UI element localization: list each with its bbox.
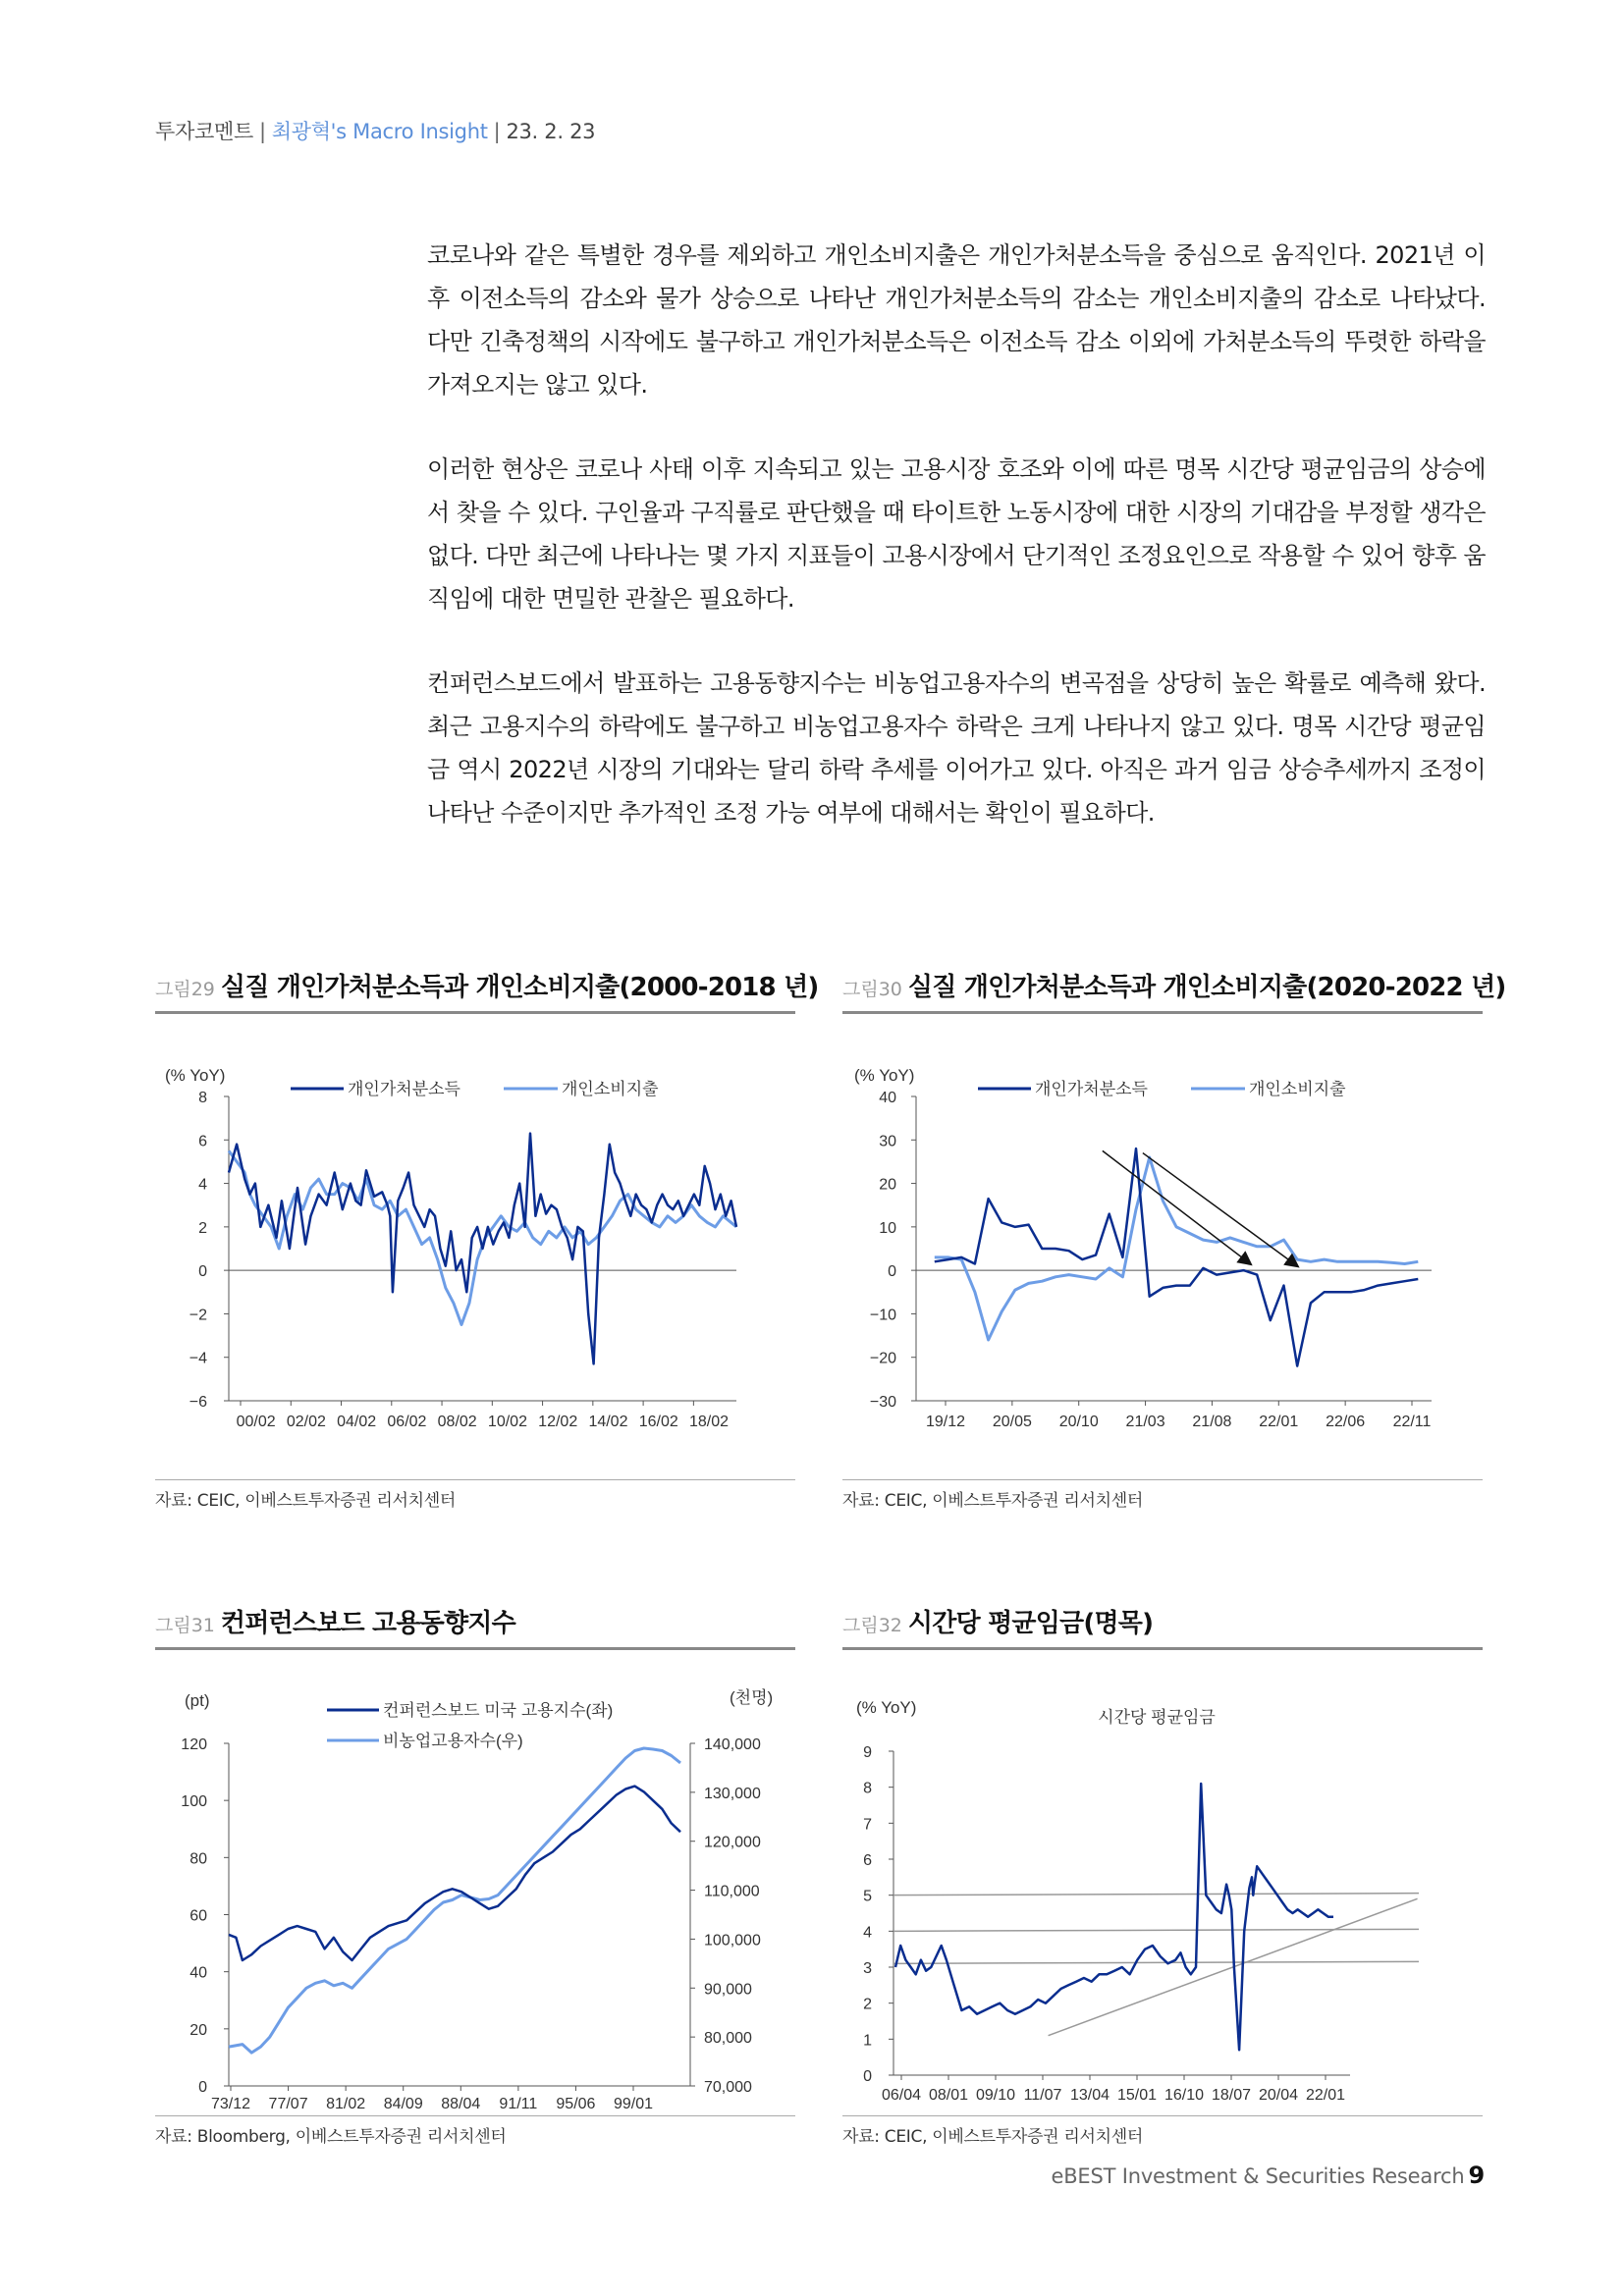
y-tick-label: 2	[863, 1996, 872, 2013]
y-axis-unit: (% YoY)	[854, 1066, 915, 1085]
y-tick-label: 40	[879, 1090, 896, 1106]
figure-title-text: 컨퍼런스보드 고용동향지수	[220, 1609, 515, 1638]
figure-number: 그림31	[155, 1615, 215, 1636]
y-tick-label: 0	[863, 2068, 872, 2085]
x-tick-label: 16/10	[1164, 2087, 1205, 2104]
x-tick-label: 21/08	[1192, 1414, 1232, 1430]
y-axis-unit: (% YoY)	[165, 1066, 226, 1085]
y2-tick-label: 80,000	[704, 2030, 752, 2048]
figure-source: 자료: CEIC, 이베스트투자증권 리서치센터	[155, 1479, 795, 1511]
figure-30	[842, 967, 1506, 1511]
y-tick-label: 40	[189, 1964, 207, 1982]
y-tick-label: −10	[869, 1307, 896, 1324]
series-line-hourly-earnings	[895, 1784, 1333, 2050]
x-tick-label: 22/11	[1392, 1414, 1432, 1430]
x-tick-label: 12/02	[538, 1414, 578, 1430]
x-tick-label: 08/01	[928, 2087, 969, 2104]
header-date: 23. 2. 23	[506, 120, 596, 143]
y-tick-label: 10	[879, 1219, 896, 1237]
x-tick-label: 91/11	[499, 2096, 538, 2111]
reference-line	[893, 1961, 1419, 1963]
x-tick-label: 08/02	[437, 1414, 477, 1430]
x-tick-label: 73/12	[210, 2096, 251, 2111]
y-tick-label: 30	[879, 1133, 896, 1150]
chart-disposable-income-2020-2022	[842, 1014, 1483, 1475]
legend-label: 개인소비지출	[1249, 1080, 1346, 1098]
x-tick-label: 02/02	[286, 1414, 326, 1430]
y-tick-label: 60	[189, 1907, 207, 1925]
figure-32	[842, 1603, 1483, 2147]
x-tick-label: 15/01	[1116, 2087, 1158, 2104]
page-number: 9	[1468, 2162, 1485, 2189]
figure-title-text: 실질 개인가처분소득과 개인소비지출(2000-2018 년)	[220, 973, 819, 1002]
page-header	[155, 116, 595, 145]
paragraph: 코로나와 같은 특별한 경우를 제외하고 개인소비지출은 개인가처분소득을 중심으로 움직인다. 2021년 이후 이전소득의 감소와 물가 상승으로 나타난 개인가처분소득의 감소는 개인소비지출의 감소로 나타났다. 다만 긴축정책의 시작에도 불구하고 개인가처분소득은 이전소득 감소 이외에 가처분소득의 뚜렷한 하락을 가져오지는 않고 있다.	[427, 241, 1486, 399]
x-tick-label: 77/07	[268, 2096, 308, 2111]
series-line-employment-index	[229, 1787, 680, 1960]
y-tick-label: 0	[198, 2079, 207, 2096]
figure-source: 자료: Bloomberg, 이베스트투자증권 리서치센터	[155, 2115, 795, 2147]
x-tick-label: 22/01	[1259, 1414, 1299, 1430]
y-tick-label: 6	[198, 1133, 207, 1150]
y-tick-label: 20	[189, 2021, 207, 2039]
x-tick-label: 99/01	[613, 2096, 654, 2111]
x-tick-label: 81/02	[326, 2096, 366, 2111]
y-tick-label: 8	[198, 1090, 207, 1106]
figure-number: 그림30	[842, 979, 902, 1000]
x-tick-label: 22/01	[1305, 2087, 1346, 2104]
legend-label: 컨퍼런스보드 미국 고용지수(좌)	[383, 1701, 614, 1720]
figure-source: 자료: CEIC, 이베스트투자증권 리서치센터	[842, 2115, 1483, 2147]
x-tick-label: 06/04	[881, 2087, 922, 2104]
y2-tick-label: 110,000	[704, 1883, 760, 1900]
header-section: 투자코멘트	[155, 120, 253, 143]
y-tick-label: −6	[189, 1394, 207, 1411]
y-tick-label: 6	[863, 1852, 872, 1869]
page-footer	[1051, 2162, 1485, 2189]
legend-label: 개인소비지출	[562, 1080, 659, 1098]
y-tick-label: 8	[863, 1780, 872, 1797]
x-tick-label: 00/02	[236, 1414, 276, 1430]
figure-source: 자료: CEIC, 이베스트투자증권 리서치센터	[842, 1479, 1483, 1511]
figure-31	[155, 1603, 795, 2147]
y-tick-label: −4	[189, 1350, 207, 1367]
x-tick-label: 19/12	[925, 1414, 966, 1430]
y2-tick-label: 130,000	[704, 1785, 761, 1802]
x-tick-label: 84/09	[383, 2096, 423, 2111]
y-tick-label: 5	[863, 1888, 872, 1905]
y-tick-label: 7	[863, 1816, 872, 1834]
y-axis-unit: (% YoY)	[856, 1698, 917, 1717]
y-tick-label: 1	[863, 2032, 872, 2050]
y2-tick-label: 90,000	[704, 1981, 752, 1999]
figure-29	[155, 967, 819, 1511]
y-tick-label: 3	[863, 1960, 872, 1977]
chart-disposable-income-2000-2018	[155, 1014, 795, 1475]
y-tick-label: −2	[189, 1307, 207, 1324]
figure-title-text: 시간당 평균임금(명목)	[907, 1609, 1154, 1638]
series-line-disposable-income	[229, 1134, 736, 1364]
x-tick-label: 06/02	[387, 1414, 427, 1430]
paragraph: 컨퍼런스보드에서 발표하는 고용동향지수는 비농업고용자수의 변곡점을 상당히 높은 확률로 예측해 왔다. 최근 고용지수의 하락에도 불구하고 비농업고용자수 하락은 크게 나타나지 않고 있다. 명목 시간당 평균임금 역시 2022년 시장의 기대와는 달리 하락 추세를 이어가고 있다. 아직은 과거 임금 상승추세까지 조정이 나타난 수준이지만 추가적인 조정 가능 여부에 대해서는 확인이 필요하다.	[427, 669, 1486, 827]
x-tick-label: 21/03	[1125, 1414, 1165, 1430]
legend-label: 개인가처분소득	[348, 1080, 460, 1098]
reference-line	[893, 1929, 1419, 1931]
right-axis-unit: (천명)	[730, 1688, 774, 1707]
y2-tick-label: 100,000	[704, 1932, 761, 1949]
y-tick-label: 4	[198, 1176, 207, 1194]
y-tick-label: 100	[181, 1793, 207, 1811]
x-tick-label: 18/07	[1211, 2087, 1252, 2104]
left-axis-unit: (pt)	[185, 1691, 210, 1710]
figure-number: 그림32	[842, 1615, 902, 1636]
y-tick-label: 4	[863, 1924, 872, 1942]
figure-number: 그림29	[155, 979, 215, 1000]
y-tick-label: 20	[879, 1176, 896, 1194]
y-tick-label: 120	[181, 1736, 207, 1753]
x-tick-label: 18/02	[688, 1414, 730, 1430]
figure-title	[842, 1603, 1483, 1650]
x-tick-label: 20/05	[992, 1414, 1032, 1430]
figure-title	[842, 967, 1506, 1014]
series-line-consumption	[935, 1157, 1419, 1340]
header-separator-2: |	[493, 120, 501, 143]
x-tick-label: 04/02	[337, 1414, 377, 1430]
x-tick-label: 22/06	[1326, 1414, 1366, 1430]
chart-hourly-earnings	[842, 1650, 1483, 2111]
y-tick-label: −20	[869, 1350, 896, 1367]
y-tick-label: 0	[888, 1263, 896, 1281]
legend-label: 시간당 평균임금	[1098, 1708, 1216, 1727]
legend-label: 비농업고용자수(우)	[383, 1732, 523, 1750]
series-line-payrolls	[229, 1748, 680, 2053]
chart-conference-board-employment	[155, 1650, 795, 2111]
reference-line	[893, 1894, 1419, 1896]
x-tick-label: 14/02	[588, 1414, 628, 1430]
figure-title	[155, 967, 819, 1014]
y2-tick-label: 120,000	[704, 1834, 761, 1851]
figure-title-text: 실질 개인가처분소득과 개인소비지출(2020-2022 년)	[907, 973, 1506, 1002]
series-line-disposable-income	[935, 1148, 1419, 1366]
x-tick-label: 20/10	[1058, 1414, 1099, 1430]
header-series: 최광혁's Macro Insight	[271, 120, 488, 143]
footer-text: eBEST Investment & Securities Research	[1051, 2164, 1465, 2188]
y-tick-label: 0	[198, 1263, 207, 1281]
y-tick-label: −30	[869, 1394, 896, 1411]
y-tick-label: 80	[189, 1850, 207, 1868]
x-tick-label: 09/10	[975, 2087, 1016, 2104]
y2-tick-label: 70,000	[704, 2079, 752, 2096]
y-tick-label: 9	[863, 1744, 872, 1761]
y-tick-label: 2	[198, 1219, 207, 1237]
paragraph: 이러한 현상은 코로나 사태 이후 지속되고 있는 고용시장 호조와 이에 따른 명목 시간당 평균임금의 상승에서 찾을 수 있다. 구인율과 구직률로 판단했을 때 타이트한 노동시장에 대한 시장의 기대감을 부정할 생각은 없다. 다만 최근에 나타나는 몇 가지 지표들이 고용시장에서 단기적인 조정요인으로 작용할 수 있어 향후 움직임에 대한 면밀한 관찰은 필요하다.	[427, 455, 1486, 613]
x-tick-label: 11/07	[1023, 2087, 1062, 2104]
x-tick-label: 13/04	[1069, 2087, 1110, 2104]
x-tick-label: 88/04	[441, 2096, 481, 2111]
body-text	[427, 234, 1486, 876]
y2-tick-label: 140,000	[704, 1736, 761, 1753]
x-tick-label: 95/06	[556, 2096, 596, 2111]
figure-title	[155, 1603, 795, 1650]
legend-label: 개인가처분소득	[1035, 1080, 1148, 1098]
x-tick-label: 10/02	[487, 1414, 527, 1430]
x-tick-label: 20/04	[1258, 2087, 1299, 2104]
x-tick-label: 16/02	[638, 1414, 678, 1430]
header-separator: |	[258, 120, 266, 143]
